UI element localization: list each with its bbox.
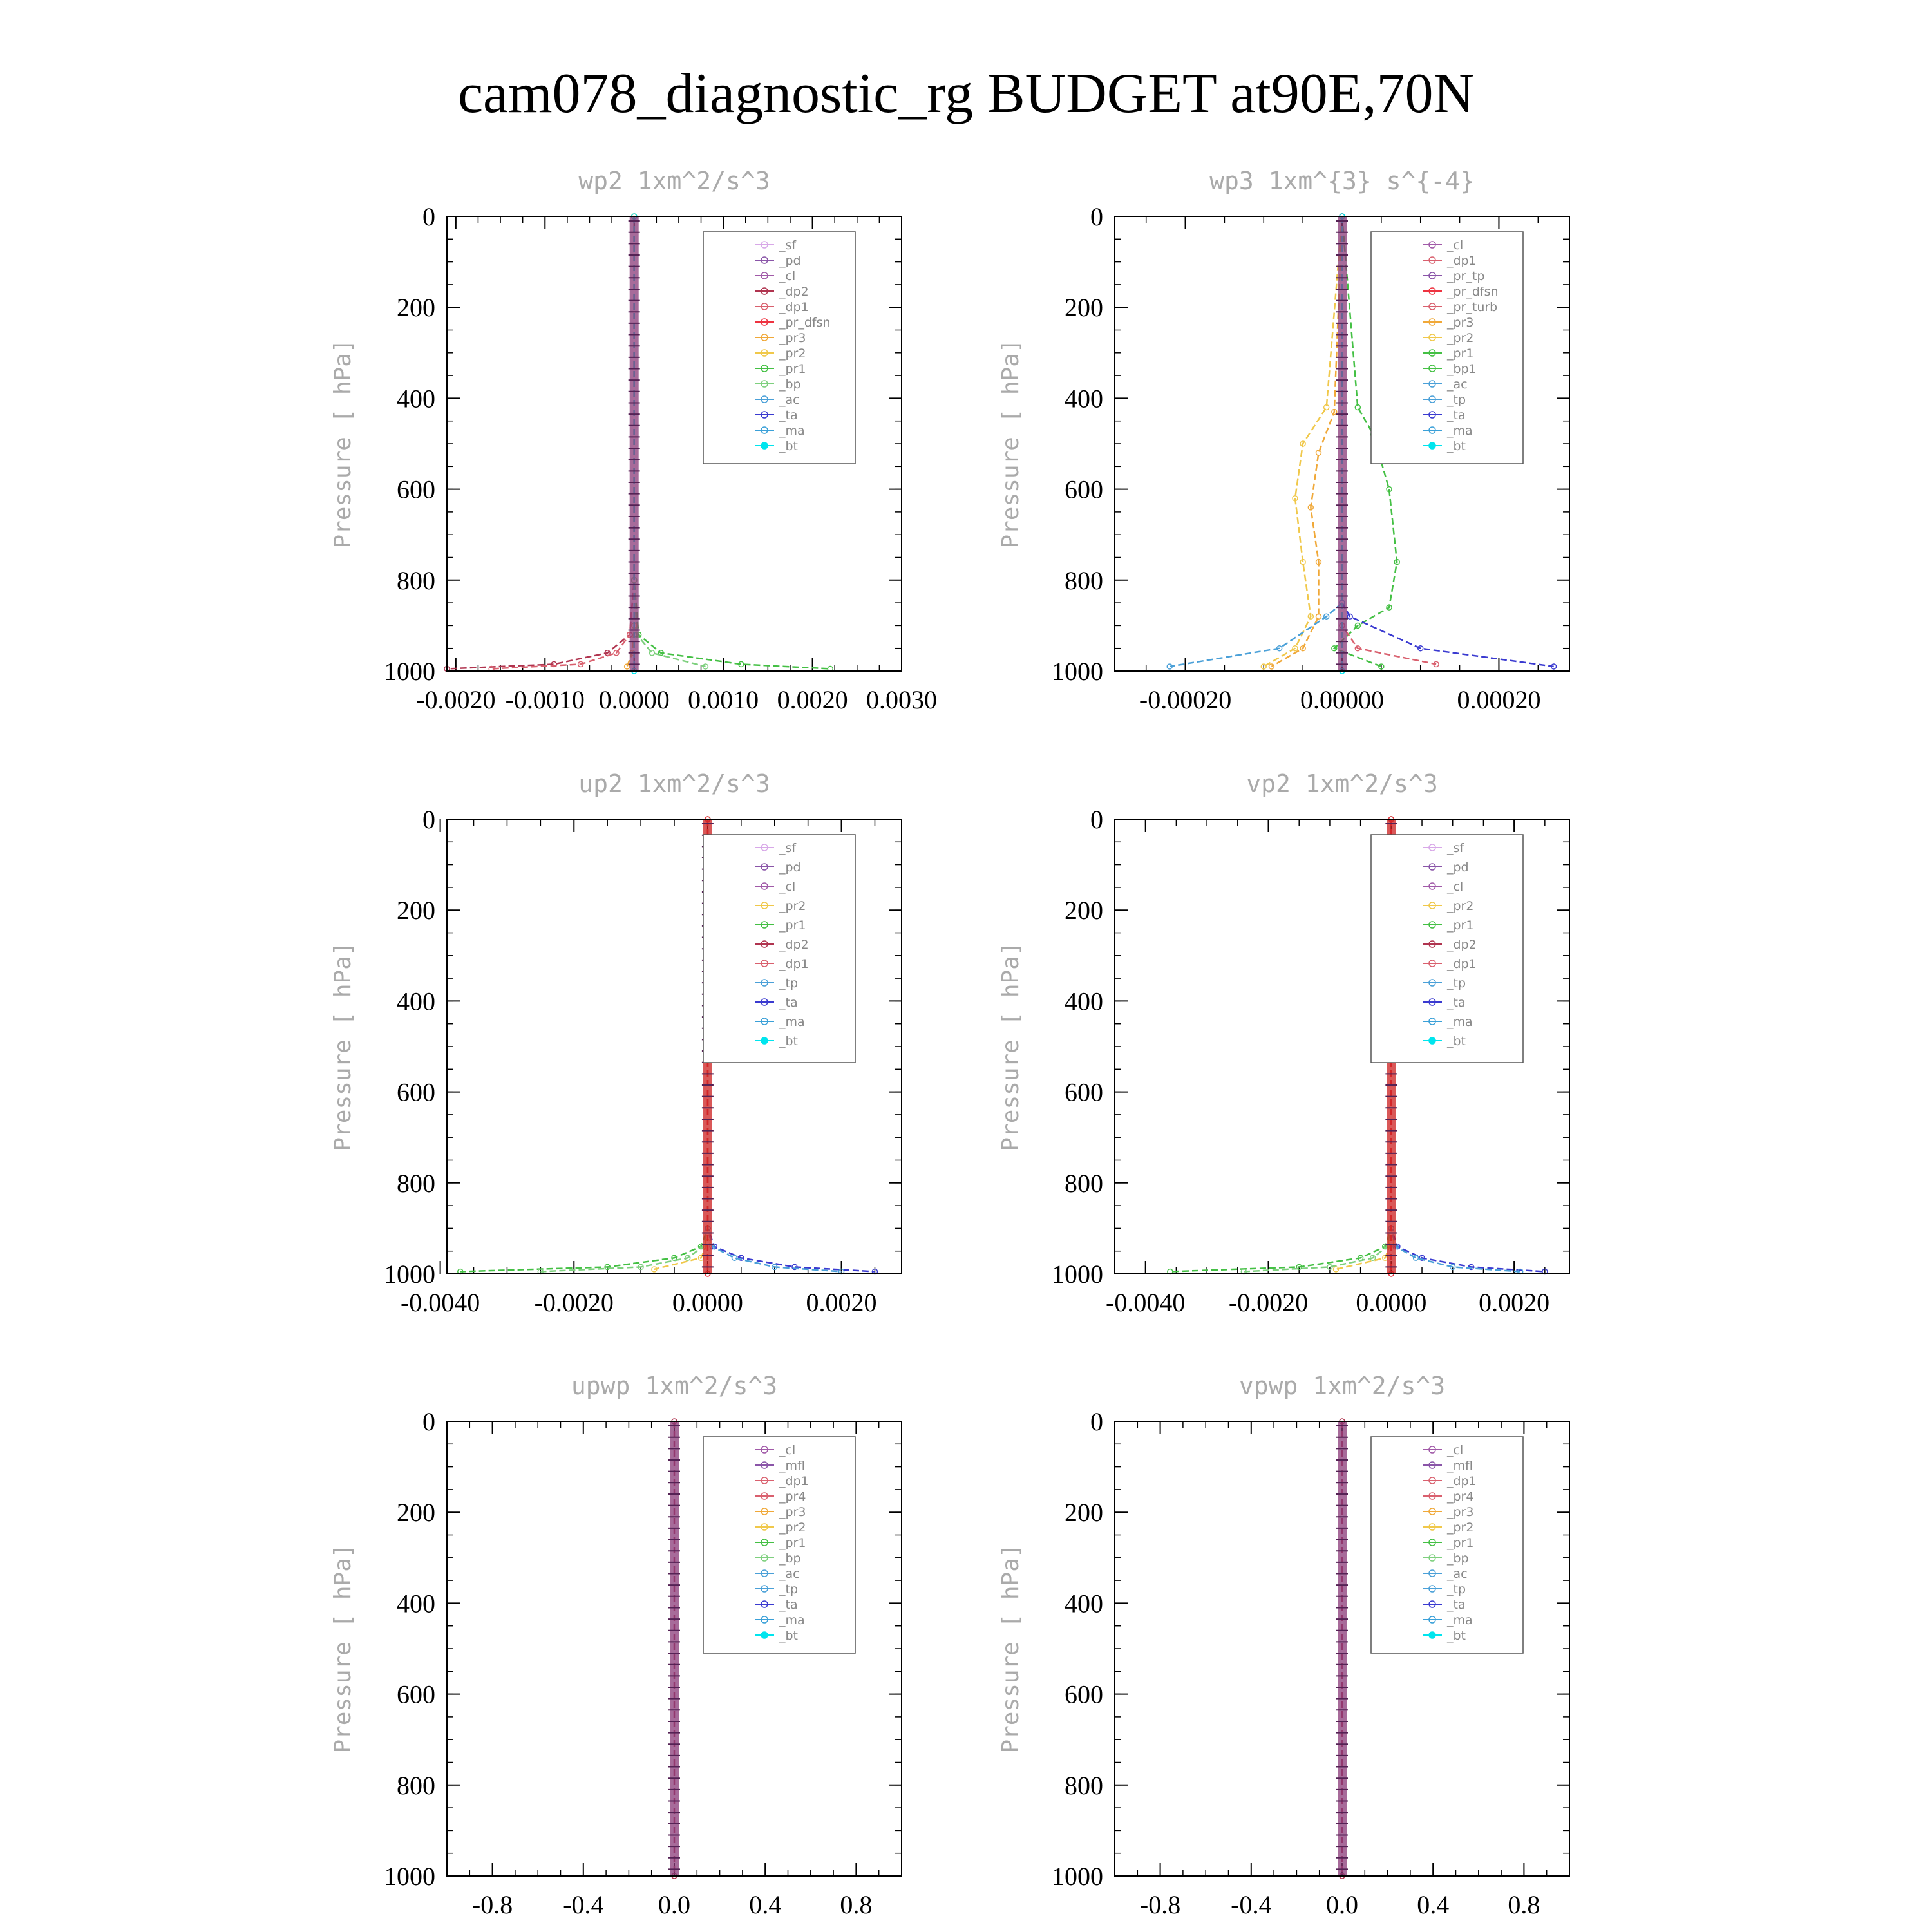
x-tick-label: 0.8 — [1508, 1890, 1540, 1919]
y-tick-label: 200 — [1065, 1498, 1103, 1528]
series-line — [1244, 819, 1391, 1272]
y-tick-label: 400 — [397, 1589, 435, 1618]
legend-entry: _dp1 — [779, 300, 809, 314]
y-tick-label: 400 — [397, 987, 435, 1016]
series-line — [1170, 216, 1342, 667]
legend-entry: _dp2 — [779, 285, 809, 299]
x-tick-label: -0.0040 — [400, 1288, 480, 1317]
legend-entry: _ta — [1447, 1598, 1466, 1612]
y-tick-label: 600 — [1065, 1077, 1103, 1107]
y-axis-label: Pressure [ hPa] — [998, 1544, 1024, 1754]
legend-entry: _pr3 — [779, 331, 806, 345]
legend-entry: _tp — [779, 1582, 799, 1596]
legend-entry: _pr1 — [779, 362, 806, 376]
x-tick-label: 0.0020 — [1479, 1288, 1550, 1317]
series-line — [540, 819, 708, 1272]
y-tick-label: 400 — [397, 384, 435, 413]
y-tick-label: 400 — [1065, 1589, 1103, 1618]
panel-title: wp3 1xm^{3} s^{-4} — [1209, 167, 1475, 195]
legend-entry: _bp1 — [1447, 362, 1477, 376]
legend-entry: _tp — [1447, 393, 1466, 407]
legend-entry: _ac — [779, 1567, 800, 1581]
series-line — [447, 216, 634, 669]
legend-entry: _pr2 — [779, 899, 806, 913]
legend-entry: _pr2 — [779, 1520, 806, 1535]
y-tick-label: 200 — [397, 896, 435, 925]
y-tick-label: 600 — [397, 1680, 435, 1709]
legend-entry: _ma — [779, 1613, 805, 1627]
legend-entry: _mfl — [1447, 1459, 1473, 1473]
legend-entry: _bp — [1447, 1551, 1469, 1566]
y-tick-label: 200 — [1065, 896, 1103, 925]
legend-entry: _ta — [779, 408, 798, 422]
legend-entry: _ac — [779, 393, 800, 407]
legend-entry: _ma — [1447, 1613, 1473, 1627]
legend-entry: _ac — [1447, 1567, 1468, 1581]
x-tick-label: 0.0 — [658, 1890, 690, 1919]
y-tick-label: 600 — [1065, 475, 1103, 504]
legend-entry: _pr2 — [1447, 331, 1474, 345]
y-axis-label: Pressure [ hPa] — [330, 339, 356, 549]
legend-marker — [761, 442, 768, 449]
legend-entry: _bt — [779, 439, 799, 453]
y-axis-label: Pressure [ hPa] — [330, 1544, 356, 1754]
y-tick-label: 1000 — [1052, 1862, 1103, 1891]
x-tick-label: -0.8 — [471, 1890, 513, 1919]
x-tick-label: 0.0020 — [777, 685, 848, 714]
zero-profile-stack — [630, 216, 639, 671]
legend-entry: _ma — [1447, 1015, 1473, 1029]
legend-entry: _ma — [779, 1015, 805, 1029]
legend-entry: _dp1 — [1447, 1474, 1477, 1488]
y-tick-label: 1000 — [384, 1862, 435, 1891]
y-tick-label: 200 — [397, 293, 435, 323]
legend-entry: _pr2 — [1447, 899, 1474, 913]
x-tick-label: -0.0020 — [1228, 1288, 1309, 1317]
legend-entry: _dp1 — [1447, 957, 1477, 971]
x-tick-label: 0.0 — [1326, 1890, 1358, 1919]
legend-entry: _sf — [779, 238, 797, 252]
legend-entry: _pr_dfsn — [1447, 285, 1499, 299]
x-tick-label: 0.0030 — [866, 685, 937, 714]
series-line — [460, 819, 708, 1272]
legend-entry: _pr1 — [779, 1536, 806, 1550]
figure-title: cam078_diagnostic_rg BUDGET at90E,70N — [457, 62, 1475, 125]
legend-entry: _cl — [779, 880, 796, 894]
legend-entry: _ac — [1447, 377, 1468, 392]
legend-entry: _ma — [779, 424, 805, 438]
legend-entry: _tp — [779, 976, 799, 990]
legend-entry: _pr1 — [1447, 346, 1474, 361]
zero-profile-stack — [1338, 1421, 1347, 1876]
legend-entry: _cl — [1447, 1443, 1464, 1457]
legend-entry: _pr3 — [779, 1505, 806, 1519]
data-point — [649, 650, 654, 656]
x-tick-label: 0.00000 — [1300, 685, 1384, 714]
y-tick-label: 0 — [1090, 1407, 1103, 1436]
panel-title: wp2 1xm^2/s^3 — [578, 167, 770, 195]
legend-marker — [761, 1632, 768, 1638]
legend-entry: _bt — [1447, 439, 1466, 453]
legend-entry: _pd — [1447, 860, 1469, 875]
y-tick-label: 1000 — [1052, 657, 1103, 686]
y-tick-label: 1000 — [1052, 1260, 1103, 1289]
legend-entry: _ma — [1447, 424, 1473, 438]
legend-entry: _pr1 — [1447, 918, 1474, 933]
series-line — [654, 819, 708, 1269]
y-axis-label: Pressure [ hPa] — [998, 942, 1024, 1151]
x-tick-label: 0.0010 — [688, 685, 759, 714]
legend-entry: _pr2 — [1447, 1520, 1474, 1535]
legend-entry: _pr2 — [779, 346, 806, 361]
legend-entry: _sf — [779, 841, 797, 855]
y-tick-label: 800 — [1065, 1168, 1103, 1198]
x-tick-label: 0.4 — [1417, 1890, 1450, 1919]
legend-entry: _bt — [779, 1034, 799, 1048]
y-tick-label: 600 — [397, 1077, 435, 1107]
legend-entry: _dp1 — [1447, 254, 1477, 268]
panel-title: vp2 1xm^2/s^3 — [1246, 770, 1438, 798]
legend-entry: _pr3 — [1447, 1505, 1474, 1519]
x-tick-label: 0.00020 — [1457, 685, 1541, 714]
legend-marker — [1429, 1037, 1435, 1044]
legend-entry: _tp — [1447, 1582, 1466, 1596]
legend-entry: _bt — [1447, 1629, 1466, 1643]
legend-entry: _bp — [779, 377, 801, 392]
y-tick-label: 600 — [1065, 1680, 1103, 1709]
legend-entry: _dp2 — [779, 938, 809, 952]
x-tick-label: 0.0000 — [598, 685, 670, 714]
legend-marker — [1429, 442, 1435, 449]
panel-title: up2 1xm^2/s^3 — [578, 770, 770, 798]
x-tick-label: -0.0040 — [1106, 1288, 1186, 1317]
x-tick-label: -0.00020 — [1139, 685, 1232, 714]
x-tick-label: -0.4 — [563, 1890, 604, 1919]
x-tick-label: -0.0020 — [534, 1288, 614, 1317]
x-tick-label: -0.4 — [1231, 1890, 1272, 1919]
y-tick-label: 800 — [397, 565, 435, 595]
y-tick-label: 800 — [1065, 1770, 1103, 1800]
x-tick-label: -0.0020 — [416, 685, 496, 714]
x-tick-label: 0.0000 — [1356, 1288, 1427, 1317]
y-tick-label: 400 — [1065, 987, 1103, 1016]
y-tick-label: 1000 — [384, 657, 435, 686]
y-tick-label: 800 — [397, 1770, 435, 1800]
legend-entry: _pr1 — [1447, 1536, 1474, 1550]
legend-entry: _pr_tp — [1447, 269, 1485, 283]
legend-entry: _tp — [1447, 976, 1466, 990]
y-tick-label: 800 — [397, 1168, 435, 1198]
y-tick-label: 0 — [422, 805, 435, 834]
legend-entry: _ta — [779, 996, 798, 1010]
x-tick-label: 0.0000 — [672, 1288, 743, 1317]
panel-title: vpwp 1xm^2/s^3 — [1238, 1372, 1446, 1400]
x-tick-label: -0.0010 — [505, 685, 585, 714]
legend-marker — [1429, 1632, 1435, 1638]
legend-entry: _dp1 — [779, 957, 809, 971]
legend-entry: _pd — [779, 860, 801, 875]
panel-title: upwp 1xm^2/s^3 — [571, 1372, 778, 1400]
legend-entry: _mfl — [779, 1459, 805, 1473]
series-line — [1170, 819, 1391, 1272]
legend-entry: _bp — [779, 1551, 801, 1566]
legend-entry: _cl — [1447, 880, 1464, 894]
legend-entry: _ta — [1447, 996, 1466, 1010]
y-tick-label: 400 — [1065, 384, 1103, 413]
y-tick-label: 200 — [397, 1498, 435, 1528]
y-axis-label: Pressure [ hPa] — [998, 339, 1024, 549]
x-tick-label: 0.4 — [749, 1890, 782, 1919]
y-tick-label: 0 — [1090, 202, 1103, 231]
x-tick-label: 0.0020 — [806, 1288, 877, 1317]
legend-entry: _pd — [779, 254, 801, 268]
legend-entry: _pr3 — [1447, 316, 1474, 330]
legend-entry: _cl — [1447, 238, 1464, 252]
zero-profile-stack — [1338, 216, 1347, 671]
legend-entry: _dp1 — [779, 1474, 809, 1488]
series-line — [491, 216, 634, 669]
x-tick-label: 0.8 — [840, 1890, 873, 1919]
legend-entry: _pr_turb — [1447, 300, 1498, 314]
y-tick-label: 0 — [1090, 805, 1103, 834]
series-line — [634, 216, 706, 667]
legend-entry: _pr1 — [779, 918, 806, 933]
legend-entry: _cl — [779, 269, 796, 283]
y-tick-label: 200 — [1065, 293, 1103, 323]
y-axis-label: Pressure [ hPa] — [330, 942, 356, 1151]
legend-entry: _pr4 — [1447, 1490, 1474, 1504]
legend-entry: _pr4 — [779, 1490, 806, 1504]
y-tick-label: 800 — [1065, 565, 1103, 595]
legend-entry: _bt — [1447, 1034, 1466, 1048]
series-line — [1271, 216, 1342, 667]
legend-marker — [761, 1037, 768, 1044]
legend-entry: _cl — [779, 1443, 796, 1457]
legend-entry: _bt — [779, 1629, 799, 1643]
y-tick-label: 0 — [422, 1407, 435, 1436]
x-tick-label: -0.8 — [1139, 1890, 1181, 1919]
y-tick-label: 0 — [422, 202, 435, 231]
zero-profile-stack — [670, 1421, 679, 1876]
legend-entry: _sf — [1447, 841, 1464, 855]
legend-entry: _ta — [779, 1598, 798, 1612]
data-point — [1413, 1255, 1418, 1260]
legend-entry: _pr_dfsn — [779, 316, 831, 330]
y-tick-label: 1000 — [384, 1260, 435, 1289]
legend-entry: _ta — [1447, 408, 1466, 422]
y-tick-label: 600 — [397, 475, 435, 504]
legend-entry: _dp2 — [1447, 938, 1477, 952]
